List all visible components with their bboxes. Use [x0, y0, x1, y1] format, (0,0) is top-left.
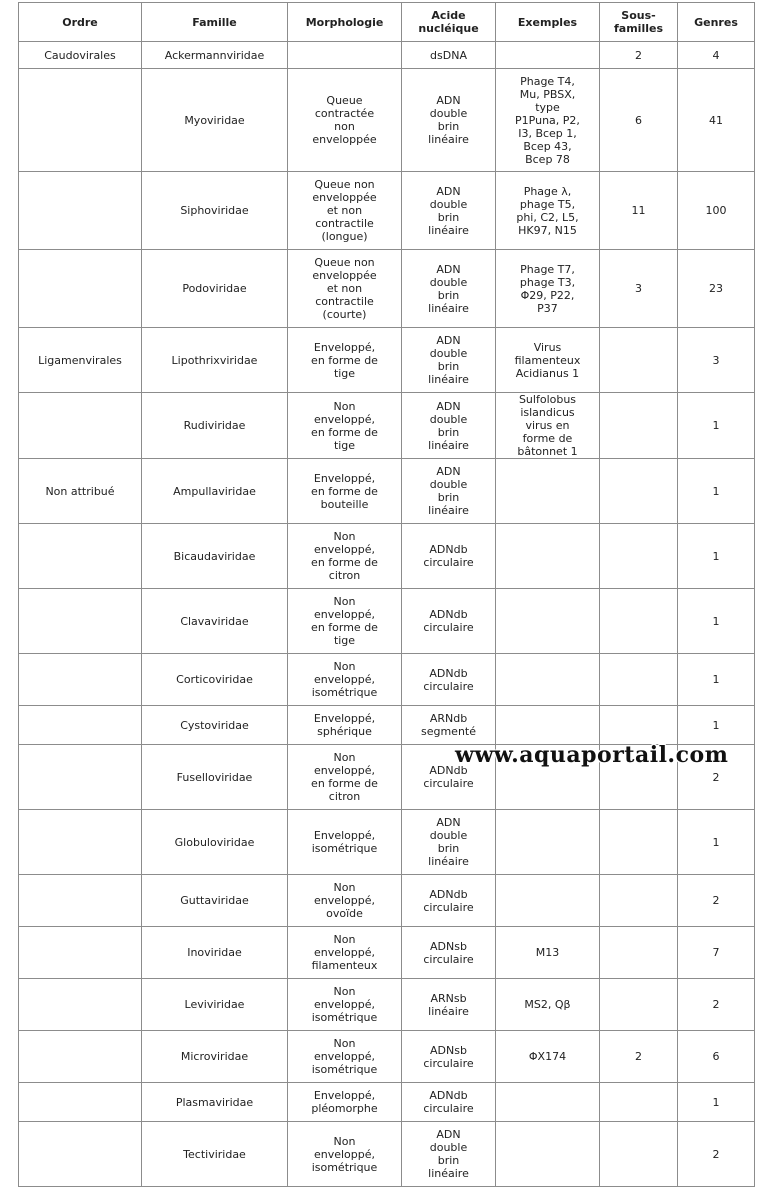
cell-acide-nucleique: ADNdb circulaire: [402, 1083, 496, 1122]
cell-ordre: [19, 927, 142, 979]
cell-famille: Podoviridae: [142, 250, 288, 328]
cell-sous-familles: [600, 1083, 678, 1122]
cell-morphologie: Non enveloppé, isométrique: [288, 1122, 402, 1187]
cell-sous-familles: [600, 875, 678, 927]
cell-acide-nucleique: ADNdb circulaire: [402, 524, 496, 589]
cell-sous-familles: [600, 589, 678, 654]
cell-acide-nucleique: ADNdb circulaire: [402, 654, 496, 706]
table-row: [19, 875, 755, 927]
cell-exemples: [496, 654, 600, 706]
table-row: [19, 250, 755, 328]
cell-morphologie: Non enveloppé, ovoïde: [288, 875, 402, 927]
cell-famille: Leviviridae: [142, 979, 288, 1031]
cell-genres: 3: [678, 328, 755, 393]
virus-classification-table: [18, 2, 755, 1187]
cell-ordre: [19, 979, 142, 1031]
cell-famille: Ackermannviridae: [142, 42, 288, 69]
cell-sous-familles: [600, 706, 678, 745]
cell-morphologie: Non enveloppé, en forme de citron: [288, 524, 402, 589]
cell-sous-familles: [600, 459, 678, 524]
table-row: [19, 1083, 755, 1122]
cell-acide-nucleique: ADN double brin linéaire: [402, 1122, 496, 1187]
cell-morphologie: Non enveloppé, isométrique: [288, 654, 402, 706]
cell-exemples: ΦX174: [496, 1031, 600, 1083]
cell-ordre: [19, 1122, 142, 1187]
header-genres: Genres: [678, 3, 755, 42]
cell-exemples: [496, 42, 600, 69]
cell-morphologie: Enveloppé, sphérique: [288, 706, 402, 745]
cell-morphologie: Non enveloppé, en forme de tige: [288, 589, 402, 654]
cell-famille: Ampullaviridae: [142, 459, 288, 524]
cell-morphologie: Enveloppé, pléomorphe: [288, 1083, 402, 1122]
table-row: [19, 745, 755, 810]
cell-morphologie: Enveloppé, en forme de tige: [288, 328, 402, 393]
cell-ordre: [19, 1031, 142, 1083]
cell-morphologie: Enveloppé, en forme de bouteille: [288, 459, 402, 524]
cell-ordre: [19, 654, 142, 706]
cell-sous-familles: 3: [600, 250, 678, 328]
cell-acide-nucleique: ADNsb circulaire: [402, 1031, 496, 1083]
cell-genres: 1: [678, 654, 755, 706]
cell-genres: 1: [678, 524, 755, 589]
table-row: [19, 927, 755, 979]
watermark-text: www.aquaportail.com: [455, 742, 729, 768]
cell-famille: Lipothrixviridae: [142, 328, 288, 393]
cell-morphologie: Queue contractée non enveloppée: [288, 69, 402, 172]
cell-acide-nucleique: ADNdb circulaire: [402, 745, 496, 810]
cell-genres: 2: [678, 745, 755, 810]
cell-sous-familles: [600, 393, 678, 459]
cell-ordre: [19, 706, 142, 745]
cell-sous-familles: [600, 1122, 678, 1187]
table-row: [19, 524, 755, 589]
cell-famille: Fuselloviridae: [142, 745, 288, 810]
cell-exemples: Phage T4, Mu, PBSX, type P1Puna, P2, I3, Bcep 1, Bcep 43, Bcep 78: [496, 69, 600, 172]
cell-acide-nucleique: ARNdb segmenté: [402, 706, 496, 745]
table-row: [19, 328, 755, 393]
cell-morphologie: Non enveloppé, filamenteux: [288, 927, 402, 979]
cell-famille: Bicaudaviridae: [142, 524, 288, 589]
cell-sous-familles: [600, 328, 678, 393]
cell-morphologie: Non enveloppé, isométrique: [288, 1031, 402, 1083]
cell-exemples: Phage T7, phage T3, Φ29, P22, P37: [496, 250, 600, 328]
cell-famille: Tectiviridae: [142, 1122, 288, 1187]
cell-exemples: [496, 1083, 600, 1122]
cell-sous-familles: [600, 979, 678, 1031]
cell-exemples: Virus filamenteux Acidianus 1: [496, 328, 600, 393]
cell-sous-familles: [600, 927, 678, 979]
cell-genres: 7: [678, 927, 755, 979]
cell-genres: 6: [678, 1031, 755, 1083]
table-row: [19, 393, 755, 459]
cell-acide-nucleique: ADNdb circulaire: [402, 875, 496, 927]
header-morphologie: Morphologie: [288, 3, 402, 42]
cell-morphologie: [288, 42, 402, 69]
cell-ordre: [19, 172, 142, 250]
cell-genres: 1: [678, 1083, 755, 1122]
cell-famille: Myoviridae: [142, 69, 288, 172]
cell-genres: 2: [678, 1122, 755, 1187]
cell-ordre: [19, 524, 142, 589]
table-row: [19, 69, 755, 172]
cell-genres: 23: [678, 250, 755, 328]
cell-morphologie: Non enveloppé, isométrique: [288, 979, 402, 1031]
cell-sous-familles: 11: [600, 172, 678, 250]
cell-exemples: [496, 589, 600, 654]
cell-acide-nucleique: ADN double brin linéaire: [402, 69, 496, 172]
cell-famille: Corticoviridae: [142, 654, 288, 706]
cell-exemples: Sulfolobus islandicus virus en forme de bâtonnet 1: [496, 393, 600, 459]
cell-exemples: Phage λ, phage T5, phi, C2, L5, HK97, N15: [496, 172, 600, 250]
cell-genres: 4: [678, 42, 755, 69]
cell-genres: 2: [678, 875, 755, 927]
cell-morphologie: Queue non enveloppée et non contractile (courte): [288, 250, 402, 328]
cell-acide-nucleique: dsDNA: [402, 42, 496, 69]
cell-acide-nucleique: ADN double brin linéaire: [402, 393, 496, 459]
cell-genres: 100: [678, 172, 755, 250]
cell-morphologie: Non enveloppé, en forme de citron: [288, 745, 402, 810]
cell-sous-familles: [600, 810, 678, 875]
cell-ordre: [19, 393, 142, 459]
cell-exemples: MS2, Qβ: [496, 979, 600, 1031]
cell-exemples: M13: [496, 927, 600, 979]
cell-acide-nucleique: ADN double brin linéaire: [402, 459, 496, 524]
cell-ordre: Ligamenvirales: [19, 328, 142, 393]
table-row: [19, 172, 755, 250]
cell-famille: Guttaviridae: [142, 875, 288, 927]
cell-ordre: Caudovirales: [19, 42, 142, 69]
table-row: [19, 589, 755, 654]
cell-morphologie: Enveloppé, isométrique: [288, 810, 402, 875]
cell-acide-nucleique: ADN double brin linéaire: [402, 328, 496, 393]
cell-famille: Siphoviridae: [142, 172, 288, 250]
table-row: [19, 1122, 755, 1187]
cell-genres: 1: [678, 459, 755, 524]
cell-famille: Globuloviridae: [142, 810, 288, 875]
header-exemples: Exemples: [496, 3, 600, 42]
header-ordre: Ordre: [19, 3, 142, 42]
table-row: [19, 706, 755, 745]
table-row: [19, 979, 755, 1031]
cell-acide-nucleique: ARNsb linéaire: [402, 979, 496, 1031]
cell-genres: 1: [678, 589, 755, 654]
cell-exemples: [496, 459, 600, 524]
cell-exemples: [496, 1122, 600, 1187]
cell-ordre: [19, 1083, 142, 1122]
cell-acide-nucleique: ADNdb circulaire: [402, 589, 496, 654]
cell-famille: Inoviridae: [142, 927, 288, 979]
table-row: [19, 654, 755, 706]
cell-exemples: [496, 810, 600, 875]
header-acide-nucleique: Acide nucléique: [402, 3, 496, 42]
cell-famille: Microviridae: [142, 1031, 288, 1083]
cell-ordre: [19, 250, 142, 328]
cell-exemples: [496, 745, 600, 810]
header-sous-familles: Sous- familles: [600, 3, 678, 42]
cell-genres: 2: [678, 979, 755, 1031]
cell-sous-familles: 6: [600, 69, 678, 172]
cell-sous-familles: 2: [600, 42, 678, 69]
header-famille: Famille: [142, 3, 288, 42]
cell-genres: 1: [678, 393, 755, 459]
cell-ordre: [19, 69, 142, 172]
cell-exemples: [496, 706, 600, 745]
cell-famille: Cystoviridae: [142, 706, 288, 745]
table-row: [19, 459, 755, 524]
cell-exemples: [496, 524, 600, 589]
header-row: [19, 3, 755, 42]
cell-acide-nucleique: ADN double brin linéaire: [402, 810, 496, 875]
cell-genres: 1: [678, 706, 755, 745]
cell-acide-nucleique: ADN double brin linéaire: [402, 250, 496, 328]
cell-morphologie: Non enveloppé, en forme de tige: [288, 393, 402, 459]
cell-genres: 41: [678, 69, 755, 172]
cell-ordre: [19, 589, 142, 654]
cell-acide-nucleique: ADNsb circulaire: [402, 927, 496, 979]
cell-famille: Clavaviridae: [142, 589, 288, 654]
table-row: [19, 42, 755, 69]
cell-sous-familles: 2: [600, 1031, 678, 1083]
cell-sous-familles: [600, 654, 678, 706]
cell-ordre: [19, 810, 142, 875]
cell-ordre: [19, 745, 142, 810]
cell-morphologie: Queue non enveloppée et non contractile (longue): [288, 172, 402, 250]
cell-famille: Rudiviridae: [142, 393, 288, 459]
cell-famille: Plasmaviridae: [142, 1083, 288, 1122]
cell-ordre: [19, 875, 142, 927]
cell-sous-familles: [600, 745, 678, 810]
cell-exemples: [496, 875, 600, 927]
table-row: [19, 810, 755, 875]
cell-acide-nucleique: ADN double brin linéaire: [402, 172, 496, 250]
table-row: [19, 1031, 755, 1083]
cell-genres: 1: [678, 810, 755, 875]
cell-ordre: Non attribué: [19, 459, 142, 524]
cell-sous-familles: [600, 524, 678, 589]
